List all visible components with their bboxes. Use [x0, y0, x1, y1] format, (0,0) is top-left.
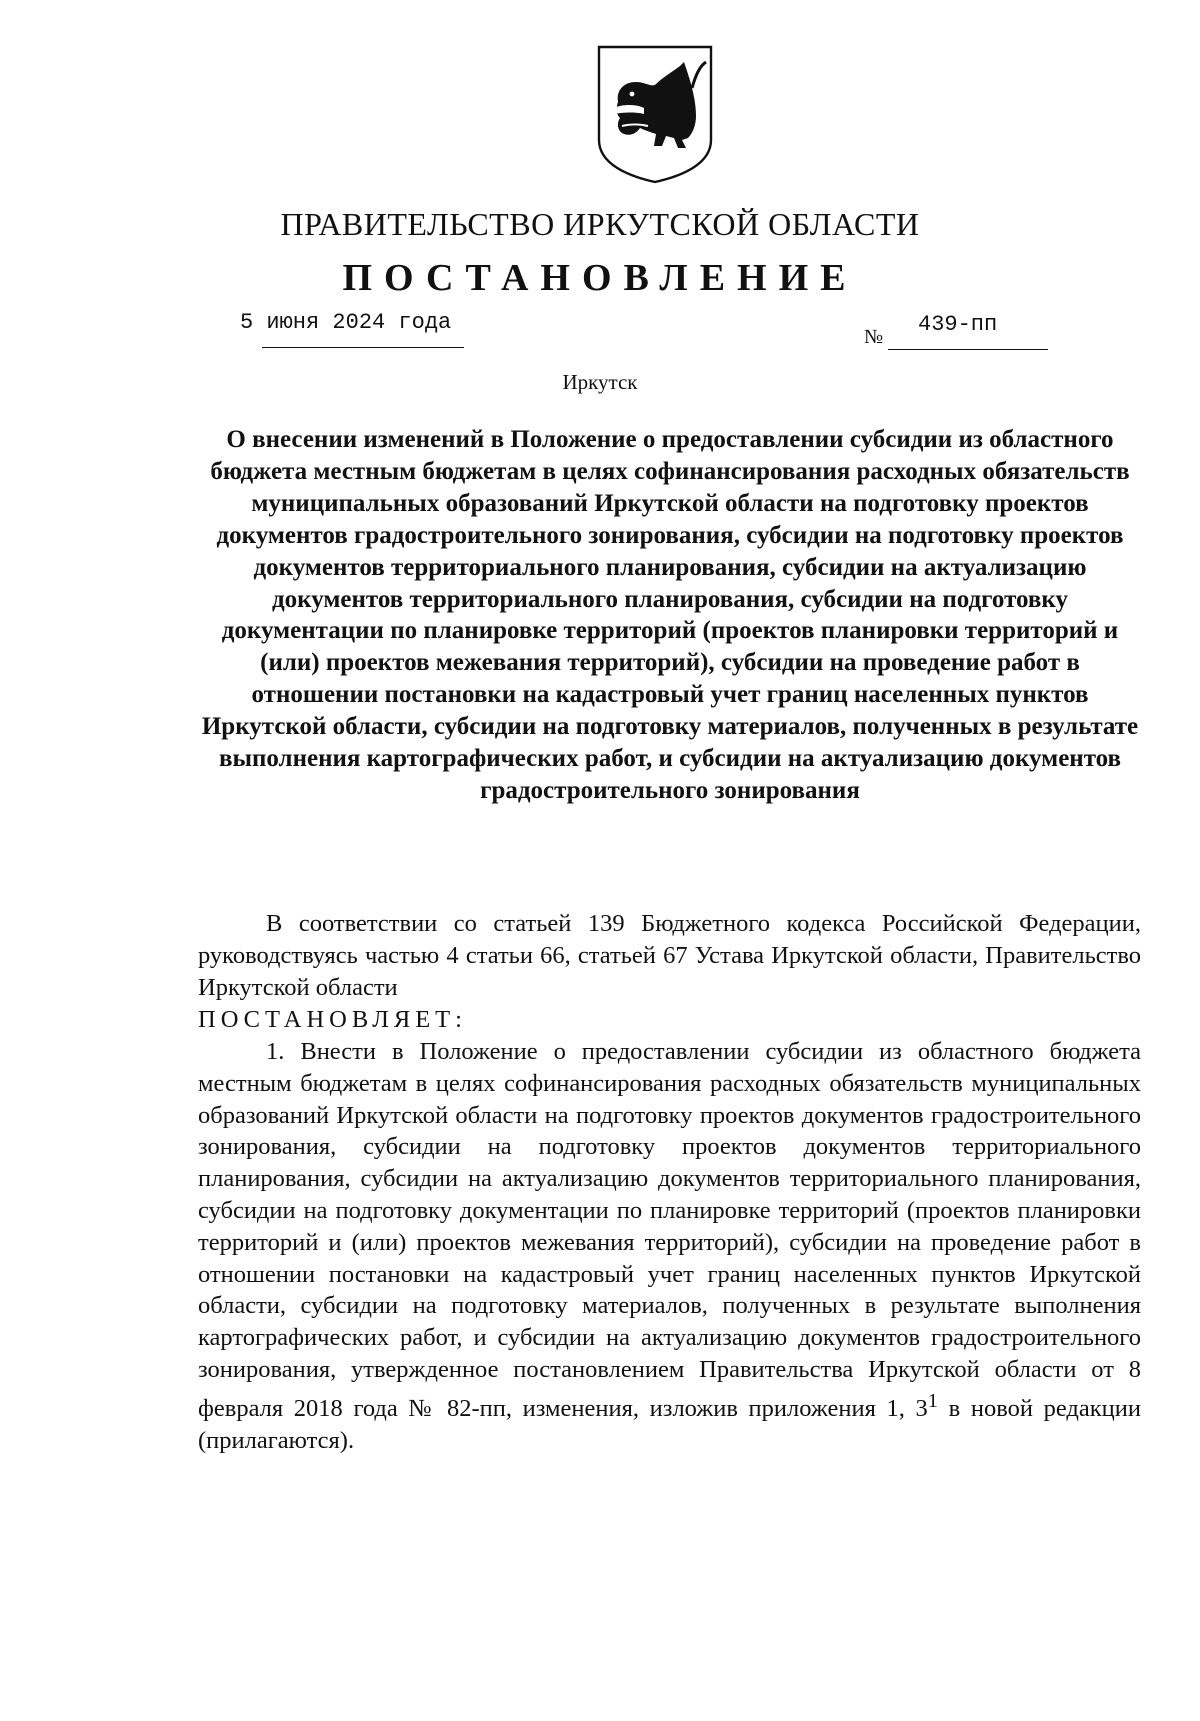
preamble-paragraph: В соответствии со статьей 139 Бюджетного кодекса Российской Федерации, руководствуясь частью 4 статьи 66, статьей 67 Устава Иркутской области, Правительство Иркутской области — [198, 910, 1141, 1001]
item-1-superscript: 1 — [927, 1389, 938, 1412]
organization-name: ПРАВИТЕЛЬСТВО ИРКУТСКОЙ ОБЛАСТИ — [280, 206, 920, 242]
document-number: 439-пп — [918, 312, 998, 337]
document-date: 5 июня 2024 года — [240, 310, 452, 335]
item-1-text: 1. Внести в Положение о предоставлении субсидии из областного бюджета местным бюджетам в целях софинансирования расходных обязательств муниципальных образований Иркутской области на подготовку проектов документов градостроительного зонирования, субсидии на подготовку проектов документов территориального планирования, субсидии на актуализацию документов территориального планирования, субсидии на подготовку документации по планировке территорий (проектов планировки территорий и (или) проектов межевания территорий), субсидии на проведение работ в отношении постановки на кадастровый учет границ населенных пунктов Иркутской области, субсидии на подготовку материалов, полученных в результате выполнения картографических работ, и субсидии на актуализацию документов градостроительного зонирования, утвержденное постановлением Правительства Иркутской области от 8 февраля 2018 года № 82-пп, изменения, изложив приложения 1, 3 — [198, 1038, 1141, 1422]
number-sign: № — [864, 326, 884, 348]
number-underline — [888, 349, 1048, 350]
item-1-paragraph — [198, 1036, 1141, 1457]
coat-of-arms-icon — [596, 44, 714, 184]
document-title: О внесении изменений в Положение о предоставлении субсидии из областного бюджета местным бюджетам в целях софинансирования расходных обязательств муниципальных образований Иркутской области на подготовку проектов документов градостроительного зонирования, субсидии на подготовку проектов документов территориального планирования, субсидии на актуализацию документов территориального планирования, субсидии на подготовку документации по планировке территорий (проектов планировки территорий и (или) проектов межевания территорий), субсидии на проведение работ в отношении постановки на кадастровый учет границ населенных пунктов Иркутской области, субсидии на подготовку материалов, полученных в результате выполнения картографических работ, и субсидии на актуализацию документов градостроительного зонирования — [201, 426, 1139, 804]
resolves-heading: ПОСТАНОВЛЯЕТ: — [198, 1006, 467, 1033]
item-1-text-end: в новой редакции (прилагаются). — [198, 1394, 1141, 1454]
city-name: Иркутск — [562, 370, 638, 394]
date-underline — [262, 347, 464, 348]
document-type: ПОСТАНОВЛЕНИЕ — [342, 257, 858, 299]
